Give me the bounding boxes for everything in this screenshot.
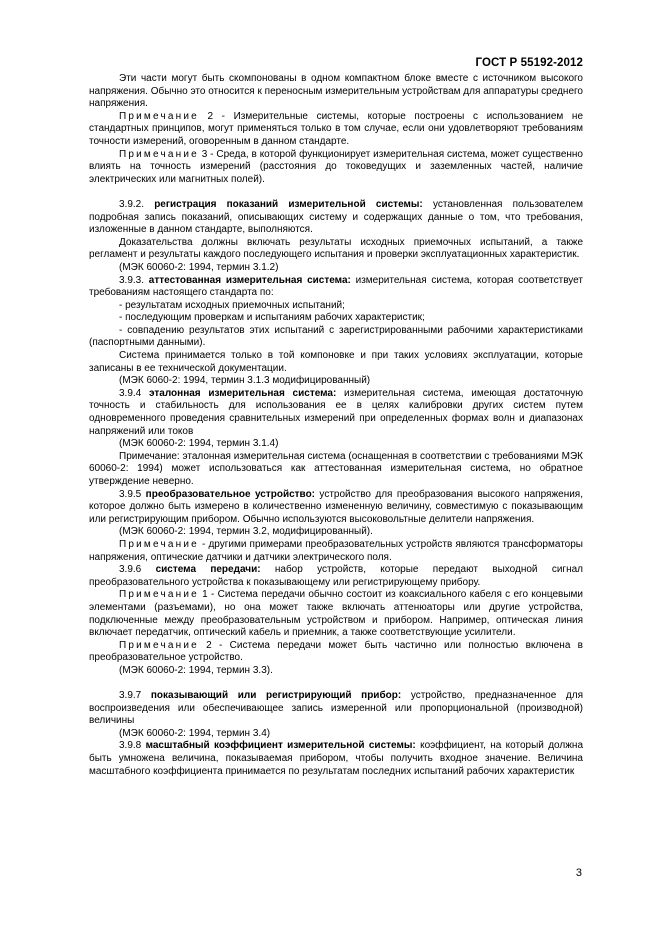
document-body (89, 73, 583, 778)
page-number: 3 (575, 867, 582, 879)
paragraph-text: - результатам исходных приемочных испытаний; (119, 299, 345, 311)
paragraph-text: 3.9.4 (119, 387, 149, 399)
paragraph (89, 451, 583, 489)
paragraph-text: Эти части могут быть скомпонованы в одном компактном блоке вместе с источником высокого напряжения. Обычно это относится к переносным измерительным устройствам для аппаратуры среднего напряжения. (89, 73, 583, 110)
term-name: система передачи: (155, 564, 261, 576)
paragraph (89, 375, 583, 388)
paragraph-text: 3.9.6 (119, 564, 156, 576)
paragraph-text: 3.9.3. (119, 274, 149, 286)
paragraph (89, 199, 583, 237)
paragraph-text: 3.9.7 (119, 690, 151, 702)
term-name: эталонная измерительная система: (148, 387, 337, 399)
paragraph-text: Система принимается только в той компоновке и при таких условиях эксплуатации, которые записаны в ее технической документации. (89, 350, 583, 374)
term-definition: набор устройств, которые передают выходной сигнал преобразовательного устройства к показывающему или регистрирующему прибору. (89, 564, 583, 588)
paragraph-text: 2 - Измерительные системы, которые построены с использованием не стандартных принципов, могут применяться только в том случае, если они удовлетворяют требованиям точности измерений, оговоренным в данном стандарте. (89, 110, 583, 147)
paragraph (89, 312, 583, 325)
paragraph (89, 640, 583, 665)
paragraph (89, 325, 583, 350)
term-definition: коэффициент, на который должна быть умножена величина, показываемая прибором, чтобы получить входное значение. Величина масштабного коэффициента принимается по результатам последних испытаний рабочих характеристик (89, 740, 583, 777)
paragraph (89, 539, 583, 564)
term-name: аттестованная измерительная система: (148, 274, 351, 286)
paragraph-text: 3.9.5 (119, 488, 146, 500)
paragraph-text: (МЭК 6060-2: 1994, термин 3.1.3 модифицированный) (119, 375, 371, 387)
paragraph-text: (МЭК 60060-2: 1994, термин 3.3). (119, 664, 273, 676)
term-name: преобразовательное устройство: (145, 488, 316, 500)
paragraph-text: (МЭК 60060-2: 1994, термин 3.2, модифицированный). (119, 526, 373, 538)
paragraph-text: (МЭК 60060-2: 1994, термин 3.1.4) (119, 438, 279, 450)
note-label: Примечание (119, 538, 199, 550)
term-definition: устройство для преобразования высокого напряжения, которое должно быть измерено в количественно измененную величину, совместимую с показывающим или регистрирующим прибором. Обычно используются высоковольтные делители напряжения. (89, 488, 583, 525)
paragraph (89, 564, 583, 589)
standard-header: ГОСТ Р 55192-2012 (475, 57, 583, 69)
paragraph (89, 300, 583, 313)
paragraph-text: - другими примерами преобразовательных устройств являются трансформаторы напряжения, оптические датчики и датчики электрического поля. (89, 538, 583, 563)
paragraph-text: (МЭК 60060-2: 1994, термин 3.4) (119, 727, 271, 739)
paragraph (89, 438, 583, 451)
term-definition: устройство, предназначенное для воспроизведения или обеспечивающее запись измеренной или пропорциональной (производной) величины (89, 690, 583, 727)
paragraph (89, 237, 583, 262)
paragraph (89, 262, 583, 275)
paragraph (89, 665, 583, 678)
paragraph-text: 3.9.8 (119, 740, 146, 752)
note-label: Примечание (119, 148, 199, 160)
paragraph-text: Доказательства должны включать результаты исходных приемочных испытаний, а также регламент и результаты каждого последующего испытания и проверки эксплуатационных характеристик. (89, 236, 583, 261)
paragraph-text: 2 - Система передачи может быть частично или полностью включена в преобразовательное устройство. (89, 639, 583, 664)
paragraph (89, 388, 583, 438)
paragraph (89, 350, 583, 375)
paragraph (89, 111, 583, 149)
paragraph (89, 728, 583, 741)
note-label: Примечание (119, 110, 199, 122)
paragraph-text: 3.9.2. (119, 198, 155, 210)
paragraph (89, 73, 583, 111)
paragraph-text: 1 - Система передачи обычно состоит из коаксиального кабеля с его концевыми элементами (разъемами), но она может также включать аттенюаторы или другие устройства, подключенные между преобразовательным устройством и прибором. Например, оптическая линия включает передатчик, оптический кабель и приемник, а также соответствующие усилители. (89, 589, 583, 639)
term-name: регистрация показаний измерительной системы: (154, 198, 423, 210)
term-definition: измерительная система, которая соответствует требованиям настоящего стандарта по: (89, 274, 583, 299)
note-label: Примечание (119, 589, 199, 601)
paragraph-text: 3 - Среда, в которой функционирует измерительная система, может существенно влиять на точность измерений (расстояния до токоведущих и заземленных частей, наличие электрических или магнитных полей). (89, 148, 583, 185)
paragraph-text: - совпадению результатов этих испытаний с зарегистрированными рабочими характеристиками (паспортными данными). (89, 324, 583, 349)
paragraph (89, 489, 583, 527)
paragraph (89, 275, 583, 300)
paragraph-text: (МЭК 60060-2: 1994, термин 3.1.2) (119, 261, 279, 273)
term-name: показывающий или регистрирующий прибор: (150, 690, 402, 702)
paragraph (89, 690, 583, 728)
term-name: масштабный коэффициент измерительной системы: (145, 740, 416, 752)
note-label: Примечание (119, 639, 199, 651)
term-definition: установленная пользователем подробная запись показаний, описывающих систему и содержащих данные о том, что требования, изложенные в данном стандарте, выполняются. (89, 198, 583, 236)
paragraph-text: - последующим проверкам и испытаниям рабочих характеристик; (119, 312, 425, 324)
paragraph (89, 149, 583, 187)
paragraph (89, 526, 583, 539)
paragraph (89, 740, 583, 778)
term-definition: измерительная система, имеющая достаточную точность и стабильность для использования ее в целях калибровки других систем путем одновременного проведения сравнительных измерений при определенных формах волн и диапазонах напряжений или токов (89, 387, 583, 437)
paragraph (89, 589, 583, 639)
paragraph-text: Примечание: эталонная измерительная система (оснащенная в соответствии с требованиями МЭК 60060-2: 1994) может использоваться как аттестованная измерительная система, но обратное утверждение неверно. (89, 450, 583, 487)
